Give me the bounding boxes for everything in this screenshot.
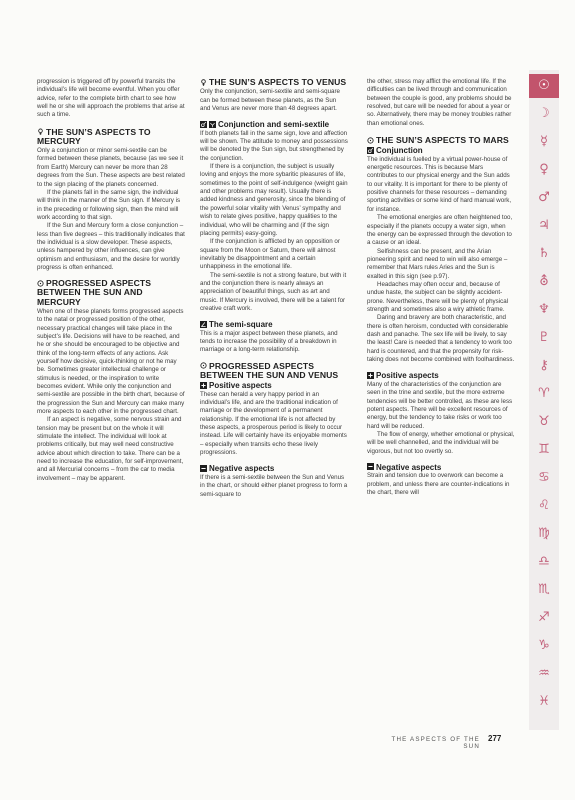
sidebar-symbol-icon: ♈ bbox=[538, 386, 550, 401]
sidebar-symbol-icon: ♆ bbox=[538, 302, 550, 317]
planet-symbol-icon bbox=[37, 128, 44, 135]
sidebar-symbol-icon: ♊ bbox=[538, 442, 550, 457]
planet-symbol-icon bbox=[200, 362, 207, 369]
sidebar-symbol-icon: ♃ bbox=[538, 218, 550, 233]
plus-symbol-icon bbox=[200, 382, 207, 389]
paragraph: These can herald a very happy period in an individual’s life, and are the traditional indication of marriage or the development of a permanent relationship. If the emotional life is not affected by these aspects, a prosperous period is likely to occur instead. Life will certainly have its enjoyable moments – especially when transits echo these lively progressions. bbox=[200, 390, 347, 457]
section-heading: THE SUN’S ASPECTS TO MERCURY bbox=[37, 126, 151, 146]
paragraph: Only the conjunction, semi-sextile and semi-square can be formed between these planets, as the Sun and Venus are never more than 48 degrees apart. bbox=[200, 88, 340, 112]
paragraph: Headaches may often occur and, because of undue haste, the subject can be slightly accident-prone. Nevertheless, there will be plenty of physical strength and sometimes also a wiry athletic frame. bbox=[367, 280, 509, 313]
page-number: 277 bbox=[488, 734, 502, 743]
paragraph: If the conjunction is afflicted by an opposition or square from the Moon or Saturn, there will almost inevitably be disappointment and a certain unhappiness in the emotional life. bbox=[200, 238, 340, 271]
sidebar-symbol-icon: ♑ bbox=[538, 638, 550, 653]
paragraph: The emotional energies are often heightened too, especially if the planets occupy a water sign, when the energy can be expressed through the devotion to a cause or an ideal. bbox=[367, 214, 513, 247]
paragraph: If there is a semi-sextile between the Sun and Venus in the chart, or should either planet progress to form a semi-square to bbox=[200, 473, 348, 498]
sidebar-symbol-icon: ☉ bbox=[529, 74, 559, 98]
section-heading: PROGRESSED ASPECTS BETWEEN THE SUN AND VENUS bbox=[200, 360, 339, 381]
conjunction-symbol-icon bbox=[367, 147, 374, 154]
paragraph: If both planets fall in the same sign, love and affection will be shown. The attitude to money and possessions will be denoted by the Sun sign, but strengthened by the conjunction. bbox=[200, 129, 348, 162]
paragraph: This is a major aspect between these planets, and tends to increase the possibility of a breakdown in marriage or a long-term relationship. bbox=[200, 329, 338, 354]
paragraph: progression is triggered off by powerful transits the individual’s life will become eventful. When you offer advice, refer to the complete birth chart to see how well he or she will approach the problems that arise at such a time. bbox=[37, 78, 185, 119]
sidebar-symbol-icon: ⚷ bbox=[539, 358, 549, 373]
section-heading: THE SUN’S ASPECTS TO VENUS bbox=[200, 78, 348, 87]
subheading: Positive aspects bbox=[367, 371, 515, 381]
sidebar-symbol-icon: ☿ bbox=[540, 134, 548, 149]
planet-symbol-icon bbox=[37, 280, 44, 287]
text-column-3 bbox=[367, 78, 515, 497]
sidebar-symbol-icon: ♀ bbox=[539, 162, 549, 177]
sidebar-symbol-icon: ♒ bbox=[538, 666, 550, 681]
section-heading: THE SUN’S ASPECTS TO MARS bbox=[367, 136, 515, 145]
subheading: Positive aspects bbox=[200, 381, 348, 391]
sidebar-symbol-icon: ♌ bbox=[538, 498, 550, 513]
minus-symbol-icon bbox=[200, 465, 207, 472]
paragraph: When one of these planets forms progressed aspects to the natal or progressed position of the other, necessary practical changes will take place in the subject’s life. Decisions will have to be reached, and he or she should be encouraged to be objective and think of the long-term effects of any actions. Ask yourself how decisive, quick-thinking or not he may be. Sometimes greater intellectual challenge or stimulus is needed, or the inspiration to write becomes evident. While only the conjunction and semi-sextile are possible in the birth chart, because of the progression the Sun and Mercury can make many more aspects to each other in the progressed chart. bbox=[37, 307, 185, 416]
subheading: Negative aspects bbox=[200, 464, 348, 474]
planet-symbol-icon bbox=[367, 137, 374, 144]
paragraph: Only a conjunction or minor semi-sextile can be formed between these planets, because (as we see it from Earth) Mercury can never be more than 28 degrees from the Sun. These aspects are best related to the sign placing of the planets concerned. bbox=[37, 147, 185, 188]
paragraph: The semi-sextile is not a strong feature, but with it and the conjunction there is nearly always an appreciation of beautiful things, such as art and music. If Mercury is involved, there will be a talent for creative craft work. bbox=[200, 271, 347, 312]
text-column-1 bbox=[37, 78, 185, 483]
planet-symbol-icon bbox=[200, 79, 207, 86]
paragraph: If there is a conjunction, the subject is usually loving and enjoys the more sybaritic pleasures of life, sometimes to the point of self-indulgence (weight gain and other problems may result). Usually there is added kindness and generosity, since the blending of the powerful solar vitality with Venus’ sympathy and wish to relate gives positive, happy qualities to the individual, who will be charming and (if the sign placing permits) easy-going. bbox=[200, 163, 348, 237]
sidebar-symbol-icon: ♏ bbox=[538, 582, 550, 597]
subheading: The semi-square bbox=[200, 320, 348, 330]
sidebar-symbol-icon: ♄ bbox=[538, 246, 550, 261]
paragraph: The flow of energy, whether emotional or physical, will be well channelled, and the individual will be vigorous, but not too overtly so. bbox=[367, 430, 515, 455]
conjunction-symbol-icon bbox=[200, 121, 207, 128]
plus-symbol-icon bbox=[367, 372, 374, 379]
paragraph: The individual is fuelled by a virtual power-house of energetic resources. This is because Mars contributes to our physical energy and the Sun adds to our vitality. It is important for there to be plenty of positive channels for these resources – demanding sporting activities or some kind of hard manual work, for instance. bbox=[367, 155, 512, 213]
sidebar-symbol-icon: ♂ bbox=[538, 190, 550, 205]
text-column-2 bbox=[200, 78, 348, 499]
semisextile-symbol-icon bbox=[209, 121, 216, 128]
paragraph: If the Sun and Mercury form a close conjunction – less than five degrees – this traditionally indicates that the individual is a slow developer. These aspects, unless hampered by other influences, can give optimism and enthusiasm, and the desire for worldly progress is often enhanced. bbox=[37, 222, 185, 271]
minus-symbol-icon bbox=[367, 463, 374, 470]
sidebar-symbol-icon: ♐ bbox=[538, 610, 550, 625]
sidebar-symbol-icon: ♉ bbox=[538, 414, 550, 429]
sidebar-symbol-icon: ♋ bbox=[538, 470, 550, 485]
sidebar-symbol-icon: ♎ bbox=[538, 554, 550, 569]
section-heading: PROGRESSED ASPECTS BETWEEN THE SUN AND MERCURY bbox=[37, 278, 152, 307]
paragraph: If the planets fall in the same sign, the individual will think in the manner of the Sun sign. If Mercury is in the preceding or following sign, then the mind will work according to that sign. bbox=[37, 188, 181, 221]
subheading: Negative aspects bbox=[367, 463, 515, 473]
sidebar-symbol-icon: ♓ bbox=[538, 694, 550, 709]
sidebar-symbol-icon: ♍ bbox=[538, 526, 550, 541]
running-footer: THE ASPECTS OF THE SUN bbox=[391, 736, 480, 750]
paragraph: Many of the characteristics of the conjunction are seen in the trine and sextile, but the more extreme tendencies will be better controlled, as these are less potent aspects. There will be excellent resources of energy, but the tendency to take risks or work too hard will be reduced. bbox=[367, 380, 513, 430]
sidebar-symbol-icon: ⛢ bbox=[539, 274, 549, 289]
paragraph: the other, stress may afflict the emotional life. If the difficulties can be lived through and communication between the couple is good, any problems should be resolved, but care will be needed for about a year or so. Alternatively, there may be money troubles rather than emotional ones. bbox=[367, 78, 512, 127]
paragraph: Selfishness can be present, and the Arian pioneering spirit and need to win will also emerge – remember that Mars rules Aries and the Sun is exalted in this sign (see p.97). bbox=[367, 247, 508, 280]
subheading: Conjunction bbox=[367, 146, 515, 156]
paragraph: Daring and bravery are both characteristic, and there is often heroism, conducted with considerable dash and panache. The sex life will be lively, to say the least! Care is needed that a tendency to work too hard is countered, and that the propensity for risk-taking does not become combined with foolhardiness. bbox=[367, 314, 515, 364]
sidebar-symbol-icon: ♇ bbox=[538, 330, 550, 345]
paragraph: Strain and tension due to overwork can become a problem, and unless there are counter-indications in the chart, there will bbox=[367, 472, 510, 497]
paragraph: If an aspect is negative, some nervous strain and tension may be present but on the whole it will stimulate the intellect. The individual will look at problems critically, but may well need constructive advice about which direction to take. There can be a need to increase the education, for self-improvement, and all Mercurial concerns – from the car to media involvement – may be apparent. bbox=[37, 416, 184, 482]
sidebar-symbol-icon: ☽ bbox=[538, 106, 550, 121]
semisquare-symbol-icon bbox=[200, 321, 207, 328]
subheading: Conjunction and semi-sextile bbox=[200, 120, 348, 130]
